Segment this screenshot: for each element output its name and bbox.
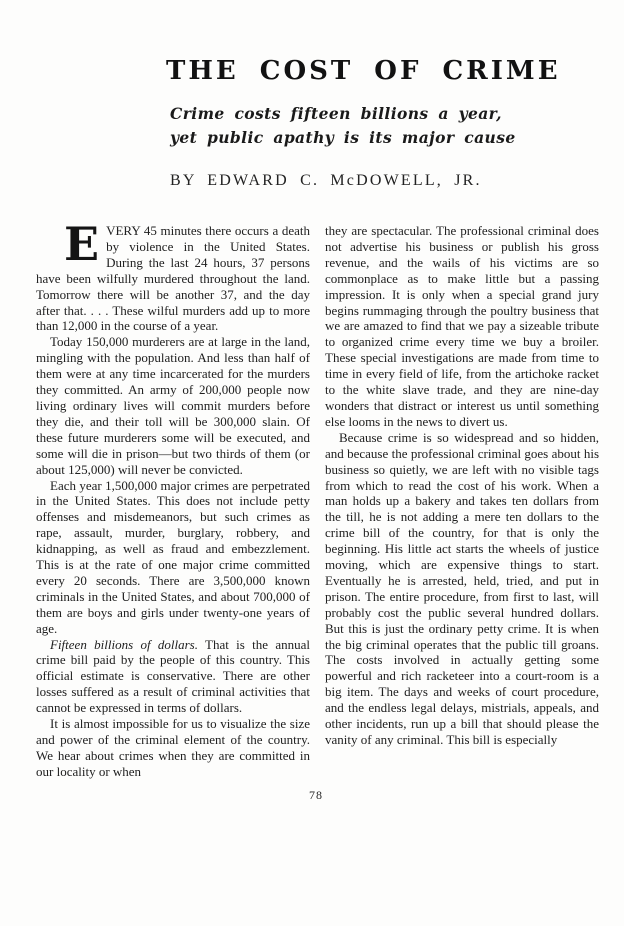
paragraph-opening [36, 217, 310, 334]
page-number: 78 [309, 787, 323, 802]
paragraph-text: That is the annual crime bill paid by the people of this country. This official estimate is conservative. There are other losses suffered as a result of criminal activities that cannot be expressed in terms of dollars. [36, 636, 311, 716]
article-header [166, 56, 624, 190]
paragraph: It is almost impossible for us to visualize the size and power of the criminal element of the country. We hear about crimes when they are committed in our locality or when [36, 716, 310, 779]
subtitle-line-1: Crime costs fifteen billions a year, [170, 104, 502, 123]
article-byline: BY EDWARD C. McDOWELL, JR. [170, 172, 482, 189]
article-subtitle [170, 104, 624, 147]
paragraph: Each year 1,500,000 major crimes are perpetrated in the United States. This does not include petty offenses and misdemeanors, but such crimes as rape, assault, murder, burglary, robbery, and kidnapping, as well as fraud and embezzlement. This is at the rate of one major crime committed every 20 seconds. There are 3,500,000 known criminals in the United States, and about 700,000 of them are boys and girls under twenty-one years of age. [36, 477, 310, 636]
paragraph-italic-lead: Fifteen billions of dollars. [50, 636, 198, 652]
subtitle-line-2: yet public apathy is its major cause [170, 128, 516, 147]
paragraph-text: VERY 45 minutes there occurs a death by violence in the United States. During the last 24 hours, 37 persons have been wilfully murdered throughout the land. Tomorrow there will be another 37, and the day after that. . . . These wilful murders add up to more than 12,000 in the course of a year. [36, 223, 310, 334]
dropcap-letter: E [64, 217, 100, 271]
article-title: THE COST OF CRIME [166, 56, 561, 86]
paragraph: they are spectacular. The professional criminal does not advertise his business or publish his gross revenue, and the wails of his victims are so commonplace as to make little but a passing impression. It is only when a special grand jury begins rummaging through the poultry business that we are amazed to find that we pay a sizeable tribute to organized crime every time we buy a broiler. These special investigations are made from time to time in every field of life, from the artichoke racket to the white slave trade, and they are nine-day wonders that distract or interest us until something else looms in the news to divert us. [325, 223, 599, 429]
article-body [0, 217, 624, 780]
left-column [36, 217, 311, 780]
paragraph [36, 637, 310, 717]
paragraph: Because crime is so widespread and so hidden, and because the professional criminal goes about his business so quietly, we are left with no visible tags from which to read the cost of his work. When a man holds up a bakery and takes ten dollars from the till, he is not adding a mere ten dollars to the crime bill of the country, for that is only the beginning. His little act starts the wheels of justice moving, which are expensive things to start. Eventually he is arrested, held, tried, and put in prison. The entire procedure, from first to last, will probably cost the public several hundred dollars. But this is just the ordinary petty crime. It is when the big criminal operates that the public till groans. The costs involved in actually getting some powerful and rich racketeer into a court-room is a big item. The days and weeks of court procedure, and the endless legal delays, mistrials, appeals, and other incidents, run up a bill that should please the vanity of any criminal. This bill is especially [325, 429, 599, 747]
page-footer [0, 788, 624, 803]
paragraph: Today 150,000 murderers are at large in the land, mingling with the population. And less than half of them were at any time incarcerated for the murders they committed. An army of 200,000 people now living ordinary lives will commit murders before they die, and their toll will be 300,000 slain. Of these future murderers some will be executed, and some will die in prison—but two thirds of them (or about 125,000) will never be convicted. [36, 334, 310, 477]
right-column [325, 223, 599, 780]
